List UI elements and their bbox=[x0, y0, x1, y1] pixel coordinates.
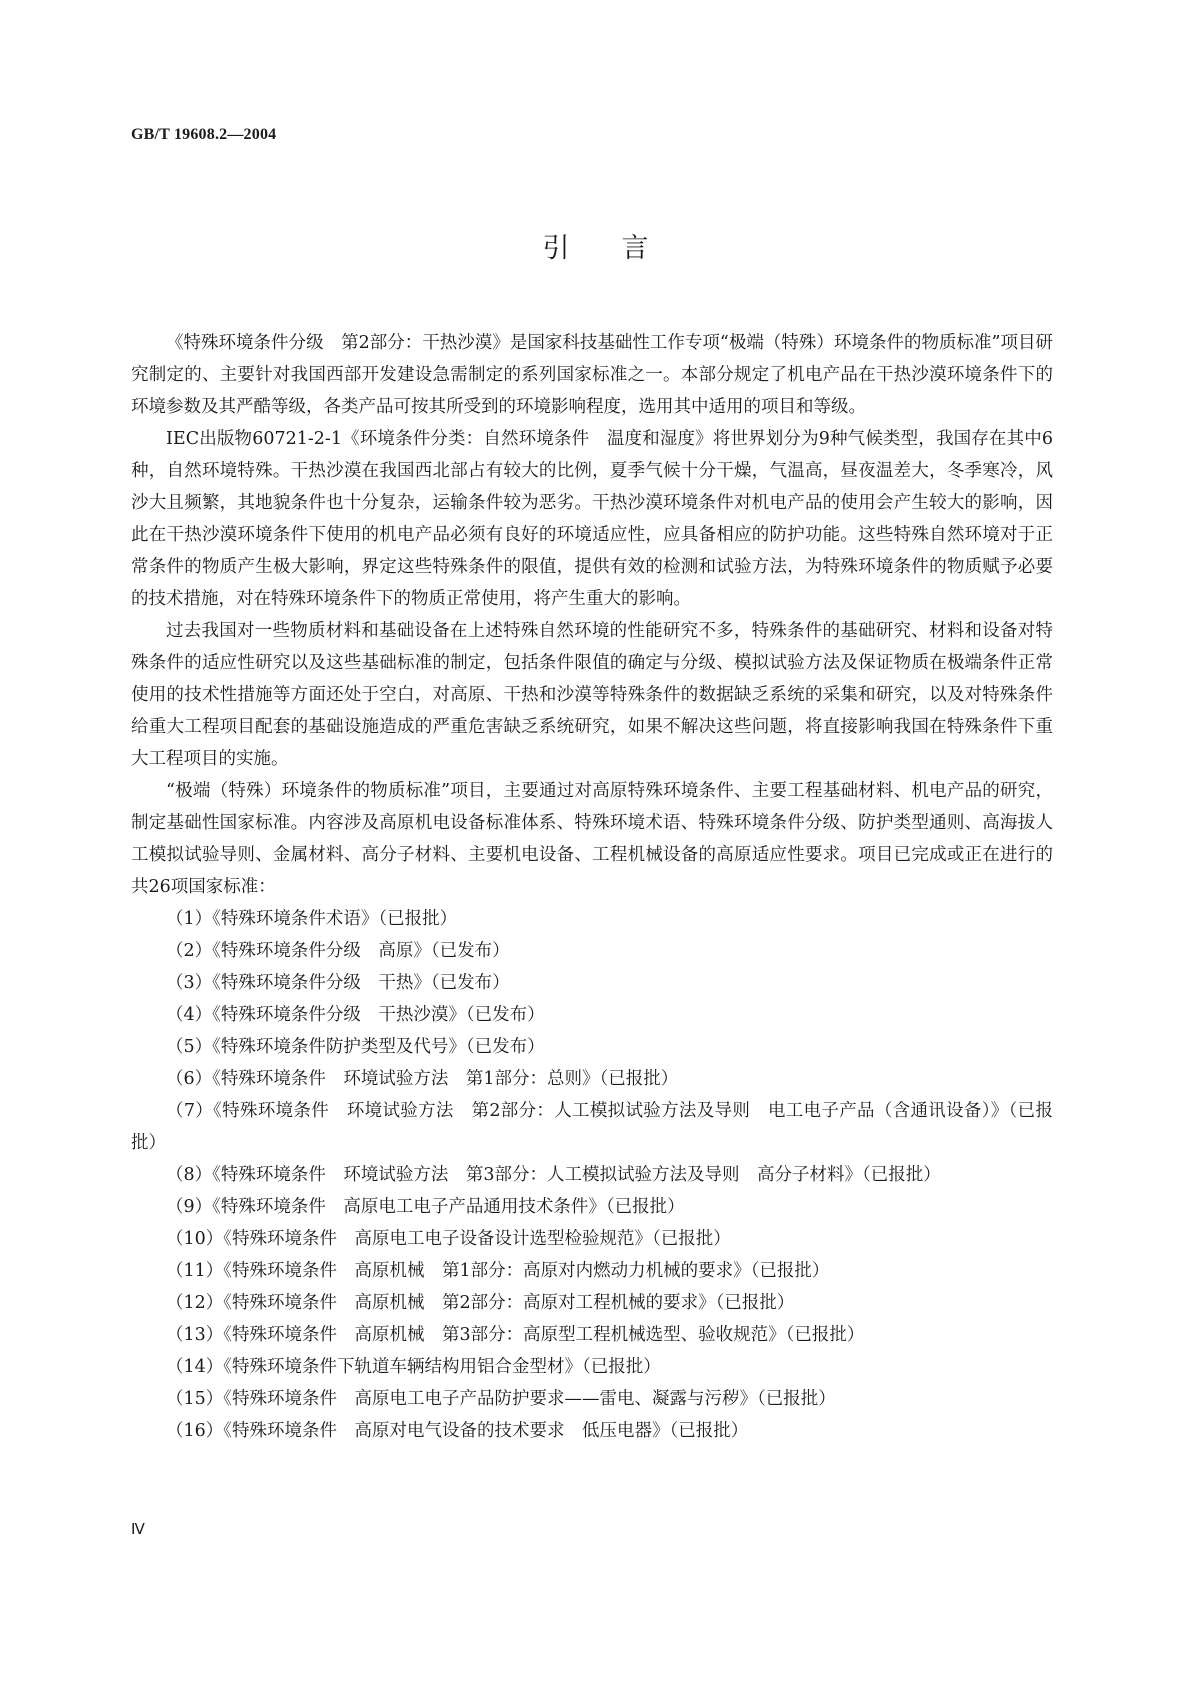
list-item: （10）《特殊环境条件 高原电工电子设备设计选型检验规范》（已报批） bbox=[166, 1229, 731, 1249]
list-item: （5）《特殊环境条件防护类型及代号》（已发布） bbox=[166, 1037, 545, 1057]
list-item: （14）《特殊环境条件下轨道车辆结构用铝合金型材》（已报批） bbox=[166, 1357, 661, 1377]
list-item: （16）《特殊环境条件 高原对电气设备的技术要求 低压电器》（已报批） bbox=[166, 1421, 749, 1441]
page-number: Ⅳ bbox=[131, 1522, 145, 1538]
list-item: （2）《特殊环境条件分级 高原》（已发布） bbox=[166, 941, 510, 961]
list-item: （15）《特殊环境条件 高原电工电子产品防护要求——雷电、凝露与污秽》（已报批） bbox=[166, 1389, 836, 1409]
list-item: （3）《特殊环境条件分级 干热》（已发布） bbox=[166, 973, 510, 993]
list-item: （11）《特殊环境条件 高原机械 第1部分：高原对内燃动力机械的要求》（已报批） bbox=[166, 1261, 830, 1281]
list-item: （7）《特殊环境条件 环境试验方法 第2部分：人工模拟试验方法及导则 电工电子产品（含通讯设备）》（已报批） bbox=[131, 1101, 1053, 1153]
list-item: （6）《特殊环境条件 环境试验方法 第1部分：总则》（已报批） bbox=[166, 1069, 679, 1089]
list-item: （12）《特殊环境条件 高原机械 第2部分：高原对工程机械的要求》（已报批） bbox=[166, 1293, 795, 1313]
list-item: （8）《特殊环境条件 环境试验方法 第3部分：人工模拟试验方法及导则 高分子材料》（已报批） bbox=[166, 1165, 941, 1185]
paragraph: 过去我国对一些物质材料和基础设备在上述特殊自然环境的性能研究不多，特殊条件的基础研究、材料和设备对特殊条件的适应性研究以及这些基础标准的制定，包括条件限值的确定与分级、模拟试验方法及保证物质在极端条件正常使用的技术性措施等方面还处于空白，对高原、干热和沙漠等特殊条件的数据缺乏系统的采集和研究，以及对特殊条件给重大工程项目配套的基础设施造成的严重危害缺乏系统研究，如果不解决这些问题，将直接影响我国在特殊条件下重大工程项目的实施。 bbox=[131, 621, 1053, 769]
document-body bbox=[131, 327, 1053, 1447]
list-item: （13）《特殊环境条件 高原机械 第3部分：高原型工程机械选型、验收规范》（已报批） bbox=[166, 1325, 865, 1345]
standards-list bbox=[131, 903, 1053, 1447]
list-item: （1）《特殊环境条件术语》（已报批） bbox=[166, 909, 458, 929]
list-item: （4）《特殊环境条件分级 干热沙漠》（已发布） bbox=[166, 1005, 545, 1025]
paragraph: IEC出版物60721-2-1《环境条件分类：自然环境条件 温度和湿度》将世界划分为9种气候类型，我国存在其中6种，自然环境特殊。干热沙漠在我国西北部占有较大的比例，夏季气候十分干燥，气温高，昼夜温差大，冬季寒冷，风沙大且频繁，其地貌条件也十分复杂，运输条件较为恶劣。干热沙漠环境条件对机电产品的使用会产生较大的影响，因此在干热沙漠环境条件下使用的机电产品必须有良好的环境适应性，应具备相应的防护功能。这些特殊自然环境对于正常条件的物质产生极大影响，界定这些特殊条件的限值，提供有效的检测和试验方法，为特殊环境条件的物质赋予必要的技术措施，对在特殊环境条件下的物质正常使用，将产生重大的影响。 bbox=[131, 429, 1053, 609]
page-title: 引言 bbox=[542, 233, 701, 264]
list-item: （9）《特殊环境条件 高原电工电子产品通用技术条件》（已报批） bbox=[166, 1197, 685, 1217]
paragraph: “极端（特殊）环境条件的物质标准”项目，主要通过对高原特殊环境条件、主要工程基础材料、机电产品的研究，制定基础性国家标准。内容涉及高原机电设备标准体系、特殊环境术语、特殊环境条件分级、防护类型通则、高海拔人工模拟试验导则、金属材料、高分子材料、主要机电设备、工程机械设备的高原适应性要求。项目已完成或正在进行的共26项国家标准： bbox=[131, 781, 1053, 897]
standard-code: GB/T 19608.2—2004 bbox=[131, 126, 277, 143]
paragraph: 《特殊环境条件分级 第2部分：干热沙漠》是国家科技基础性工作专项“极端（特殊）环境条件的物质标准”项目研究制定的、主要针对我国西部开发建设急需制定的系列国家标准之一。本部分规定了机电产品在干热沙漠环境条件下的环境参数及其严酷等级，各类产品可按其所受到的环境影响程度，选用其中适用的项目和等级。 bbox=[131, 333, 1053, 417]
